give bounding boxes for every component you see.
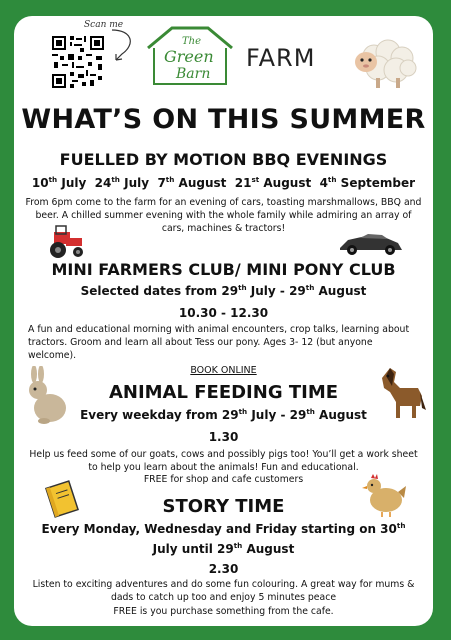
bbq-title: FUELLED BY MOTION BBQ EVENINGS (59, 150, 388, 169)
feeding-description: Help us feed some of our goats, cows and possibly pigs too! You’ll get a work sheet to help you learn about the animals! Fun and educational. (29, 449, 418, 473)
bbq-description: From 6pm come to the farm for an evening of cars, toasting marshmallows, BBQ and beer. A chilled summer evening with the whole family while admiring an array of cars, machines & tractors! (25, 197, 422, 234)
poster (14, 16, 433, 626)
mini-time: 10.30 - 12.30 (178, 306, 269, 320)
tractor-icon (44, 224, 88, 260)
logo-line-1: The (182, 36, 202, 47)
story-description: Listen to exciting adventures and do some fun colouring. A great way for mums & dads to catch up too and enjoy 5 minutes peace (32, 579, 415, 603)
feeding-time: 1.30 (208, 430, 239, 444)
sheep-icon (344, 34, 420, 92)
feeding-dates: Every weekday from 29th July - 29th August (80, 407, 367, 422)
book-online-link[interactable]: BOOK ONLINE (190, 365, 257, 376)
scan-arrow-icon (108, 26, 138, 66)
story-dates-line2: July until 29th August (152, 541, 295, 556)
feeding-free: FREE for shop and cafe customers (143, 474, 304, 485)
story-title: STORY TIME (162, 496, 285, 517)
story-time: 2.30 (208, 562, 239, 576)
mini-dates: Selected dates from 29th July - 29th August (80, 283, 367, 298)
feeding-title: ANIMAL FEEDING TIME (108, 382, 339, 403)
story-free: FREE is you purchase something from the cafe. (113, 606, 334, 617)
scan-me-label: Scan me (84, 20, 124, 30)
header (14, 16, 433, 116)
mini-title: MINI FARMERS CLUB/ MINI PONY CLUB (51, 260, 396, 279)
green-barn-logo (142, 22, 238, 90)
page-title: WHAT’S ON THIS SUMMER (21, 104, 426, 135)
story-dates-line1: Every Monday, Wednesday and Friday starting on 30th (41, 521, 406, 536)
sports-car-icon (338, 228, 404, 258)
logo-line-2: Green (164, 47, 214, 66)
logo-line-3: Barn (176, 66, 211, 82)
mini-description: A fun and educational morning with animal encounters, crop talks, learning about tractors. Groom and learn all about Tess our pony. Ages 3- 12 (but anyone welcome). (28, 324, 410, 361)
farm-label: FARM (246, 44, 316, 72)
bbq-dates: 10th July 24th July 7th August 21st August 4th September (31, 175, 416, 190)
qr-code-icon[interactable] (52, 36, 104, 88)
